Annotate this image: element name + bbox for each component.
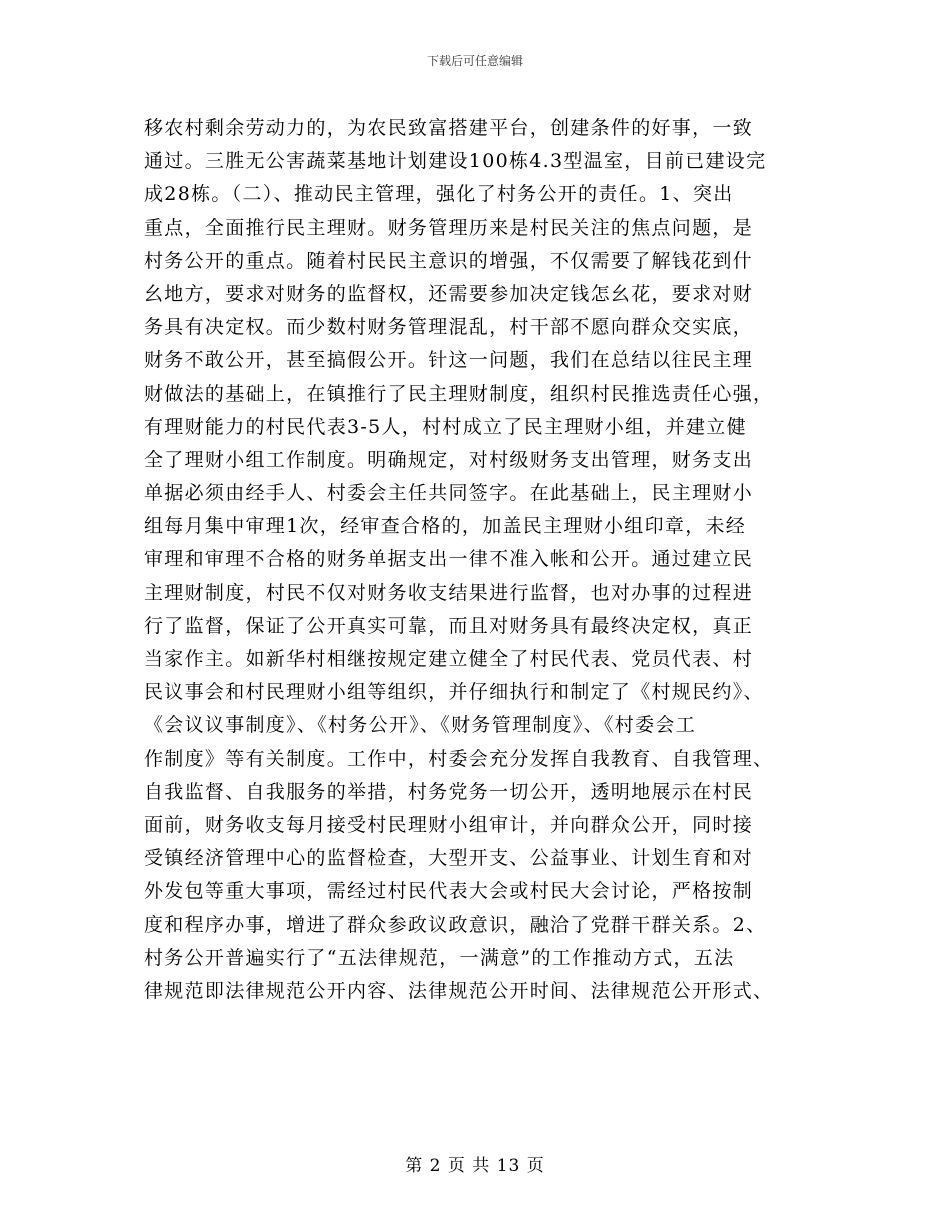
text-line: 务具有决定权。而少数村财务管理混乱，村干部不愿向群众交实底， [144,316,754,339]
text-line: 行了监督，保证了公开真实可靠，而且对财务具有最终决定权，真正 [144,614,754,637]
text-line: 村务公开的重点。随着村民民主意识的增强，不仅需要了解钱花到什 [144,249,754,272]
page-header: 下载后可任意编辑 [426,54,523,68]
text-line: 《会议议事制度》、《村务公开》、《财务管理制度》、《村委会工 [144,714,697,737]
text-line: 外发包等重大事项，需经过村民代表大会或村民大会讨论，严格按制 [144,880,754,903]
text-line: 当家作主。如新华村相继按规定建立健全了村民代表、党员代表、村 [144,648,754,670]
text-line: 单据必须由经手人、村委会主任共同签字。在此基础上，民主理财小 [144,482,754,505]
text-line: 度和程序办事，增进了群众参政议政意识，融洽了党群干群关系。2、 [144,913,767,936]
text-line: 民议事会和村民理财小组等组织，并仔细执行和制定了《村规民约》、 [144,681,764,704]
text-line: 组每月集中审理1次，经审查合格的，加盖民主理财小组印章，未经 [144,515,747,538]
text-line: 村务公开普遍实行了“五法律规范，一满意”的工作推动方式，五法 [144,946,735,969]
text-line: 主理财制度，村民不仅对财务收支结果进行监督，也对办事的过程进 [144,581,754,604]
text-line: 财务不敢公开，甚至搞假公开。针这一问题，我们在总结以往民主理 [144,349,754,372]
text-line: 受镇经济管理中心的监督检查，大型开支、公益事业、计划生育和对 [144,847,754,870]
page-number-footer: 第 2 页 共 13 页 [405,1156,545,1176]
text-line: 财做法的基础上，在镇推行了民主理财制度，组织村民推选责任心强， [144,382,774,405]
text-line: 有理财能力的村民代表3-5人，村村成立了民主理财小组，并建立健 [144,415,747,438]
text-line: 作制度》等有关制度。工作中，村委会充分发挥自我教育、自我管理、 [144,747,774,770]
text-line: 幺地方，要求对财务的监督权，还需要参加决定钱怎幺花，要求对财 [144,282,754,305]
text-line: 自我监督、自我服务的举措，村务党务一切公开，透明地展示在村民 [144,780,754,803]
text-line: 通过。三胜无公害蔬菜基地计划建设100栋4.3型温室，目前已建设完 [144,150,767,173]
text-line: 成28栋。（二）、推动民主管理，强化了村务公开的责任。1、突出 [144,183,734,206]
text-line: 重点，全面推行民主理财。财务管理历来是村民关注的焦点问题，是 [144,216,754,239]
text-line: 律规范即法律规范公开内容、法律规范公开时间、法律规范公开形式、 [144,979,774,1002]
text-line: 面前，财务收支每月接受村民理财小组审计，并向群众公开，同时接 [144,813,754,836]
text-line: 全了理财小组工作制度。明确规定，对村级财务支出管理，财务支出 [144,448,754,471]
text-line: 移农村剩余劳动力的，为农民致富搭建平台，创建条件的好事，一致 [144,117,754,139]
text-line: 审理和审理不合格的财务单据支出一律不准入帐和公开。通过建立民 [144,548,754,571]
body-text [144,112,812,1008]
